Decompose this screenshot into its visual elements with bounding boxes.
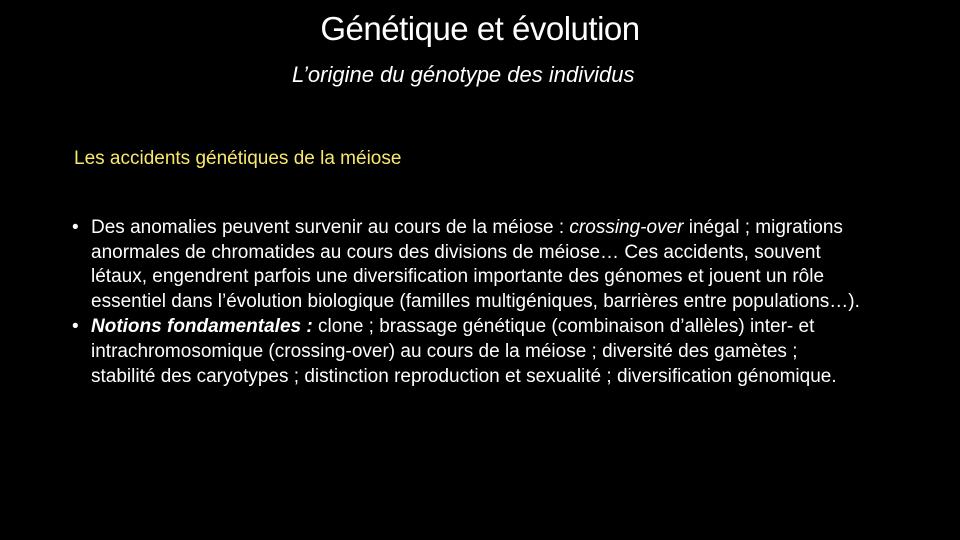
bullet-label: Notions fondamentales : xyxy=(91,316,313,338)
bullet-body-text: inégal ; migrations anormales de chromatides au cours des divisions de méiose… Ces accidents, souvent létaux, engendrent parfois une diversification importante des génomes et jouent un rôle essentiel dans l’évolution biologique (familles multigéniques, barrières entre populations…). xyxy=(91,217,860,312)
bullet-list xyxy=(72,216,862,390)
bullet-italic-term: crossing-over xyxy=(569,217,684,238)
slide-title: Génétique et évolution xyxy=(320,10,640,47)
section-heading: Les accidents génétiques de la méiose xyxy=(74,148,402,169)
bullet-dot-icon: • xyxy=(72,217,79,238)
bullet-item-notions xyxy=(72,315,862,389)
bullet-lead-text: Des anomalies peuvent survenir au cours de la méiose : xyxy=(91,217,570,238)
bullet-body-text: clone ; brassage génétique (combinaison d’allèles) inter- et intrachromosomique (crossing-over) au cours de la méiose ; diversité des gamètes ; stabilité des caryotypes ; distinction reproduction et sexualité ; diversification génomique. xyxy=(91,316,837,387)
slide-subtitle: L’origine du génotype des individus xyxy=(292,62,635,87)
bullet-item-anomalies xyxy=(72,216,862,314)
bullet-dot-icon: • xyxy=(72,316,79,338)
